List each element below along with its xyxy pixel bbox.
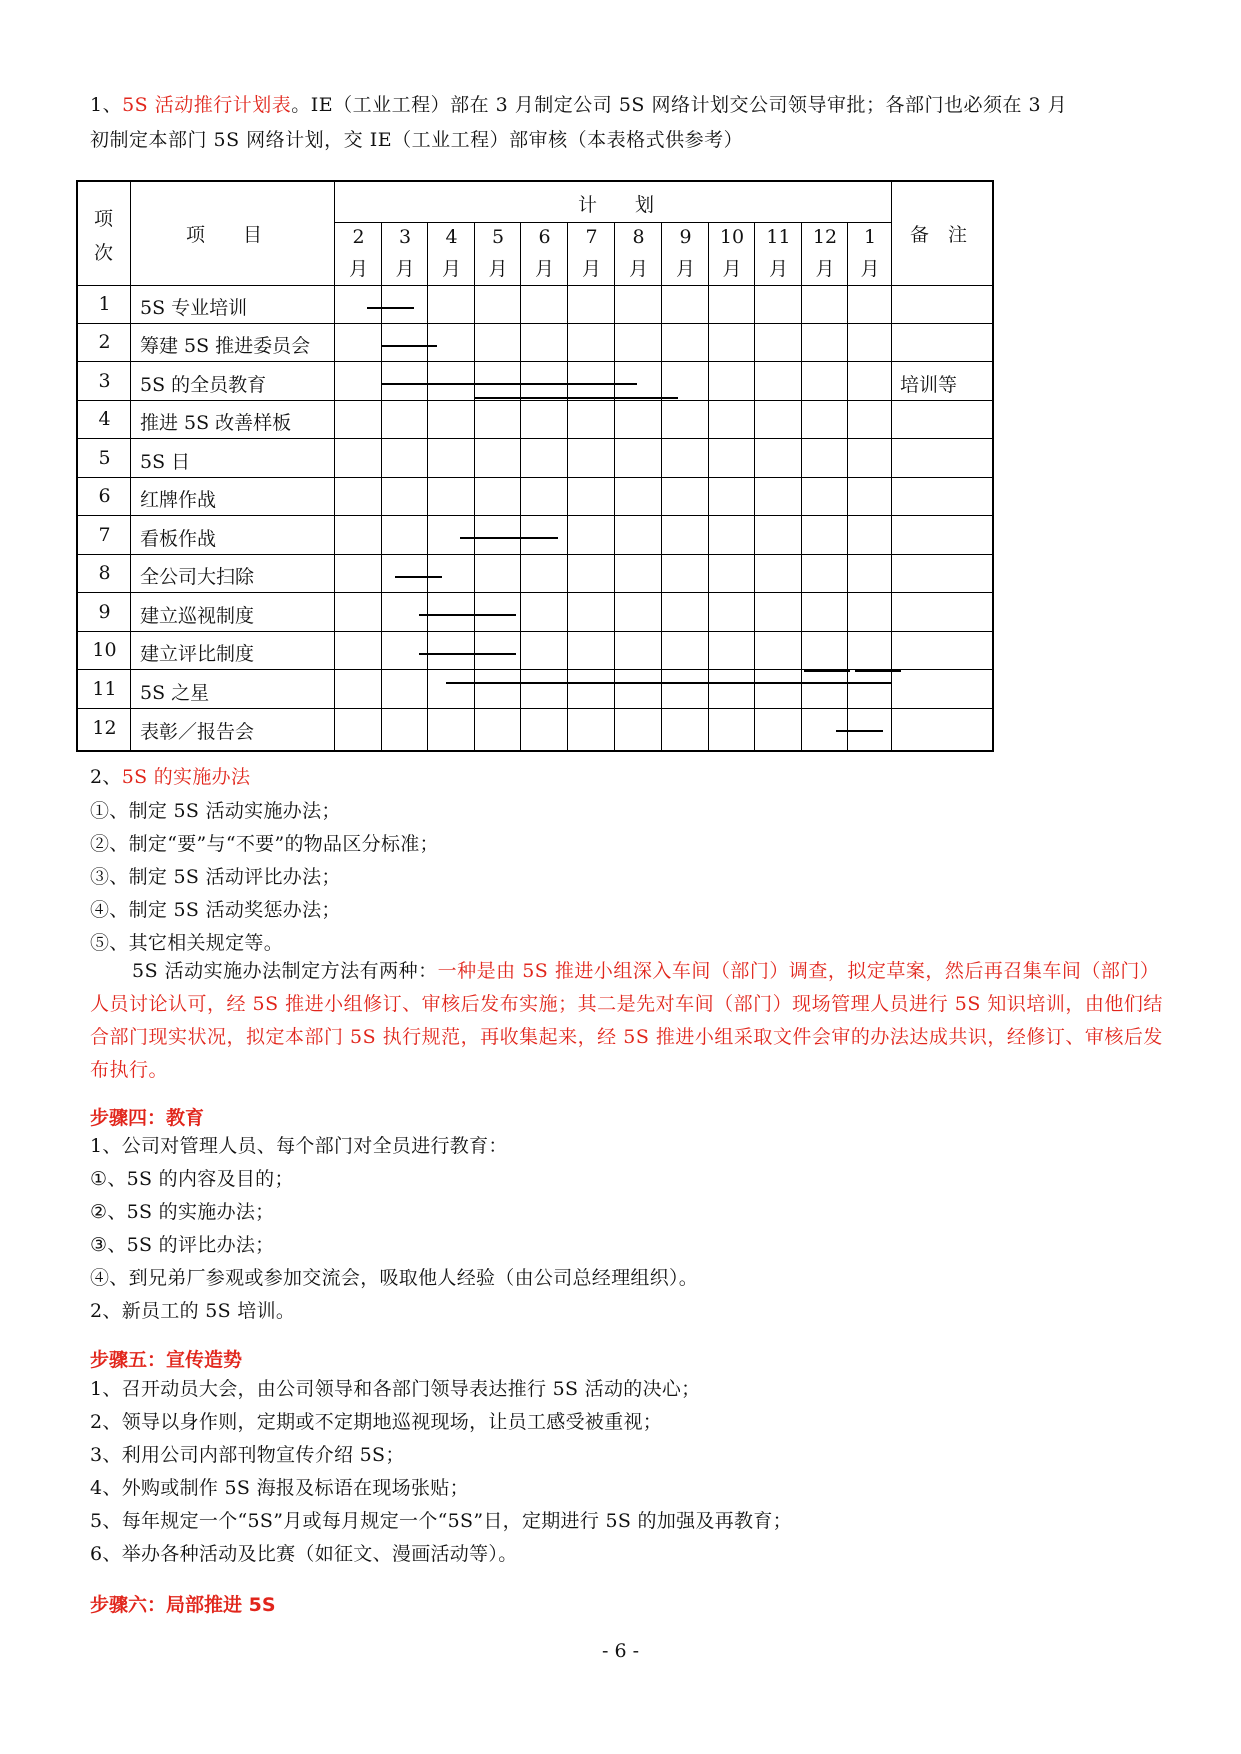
row-number: 8 <box>98 562 111 584</box>
intro-line-2: 初制定本部门 5S 网络计划，交 IE（工业工程）部审核（本表格式供参考） <box>90 129 744 151</box>
grid-vline <box>381 222 382 750</box>
month-number: 12 <box>812 226 838 248</box>
header-xiangmu: 项 目 <box>186 224 263 246</box>
row-number: 6 <box>98 485 111 507</box>
grid-vline <box>427 222 428 750</box>
schedule-bar <box>855 670 901 672</box>
section2-item: ④、制定 5S 活动奖惩办法； <box>90 899 341 921</box>
step5-item: 3、利用公司内部刊物宣传介绍 5S； <box>90 1444 405 1466</box>
row-number: 11 <box>92 677 117 700</box>
section2-item: ①、制定 5S 活动实施办法； <box>90 800 341 822</box>
plan-table <box>76 180 994 752</box>
row-item: 表彰／报告会 <box>140 720 255 743</box>
row-item: 红牌作战 <box>140 489 217 511</box>
grid-hline <box>78 285 992 286</box>
schedule-bar <box>419 614 516 616</box>
row-item: 全公司大扫除 <box>140 566 255 588</box>
month-number: 2 <box>352 226 365 248</box>
month-unit: 月 <box>768 258 788 280</box>
grid-vline <box>891 182 892 750</box>
row-item: 5S 日 <box>140 450 191 473</box>
month-unit: 月 <box>628 258 648 280</box>
step5-heading: 步骤五：宣传造势 <box>90 1349 243 1371</box>
step4-heading: 步骤四：教育 <box>90 1107 205 1129</box>
row-number: 7 <box>98 523 111 546</box>
grid-hline <box>78 592 992 593</box>
page-number: - 6 - <box>601 1640 639 1662</box>
section2-item: ⑤、其它相关规定等。 <box>90 932 284 954</box>
grid-vline <box>474 222 475 750</box>
grid-hline <box>78 438 992 439</box>
month-number: 8 <box>632 226 645 248</box>
month-unit: 月 <box>815 258 835 280</box>
row-item: 建立评比制度 <box>140 643 255 665</box>
step5-item: 5、每年规定一个“5S”月或每月规定一个“5S”日，定期进行 5S 的加强及再教育； <box>90 1510 792 1532</box>
grid-hline <box>78 515 992 516</box>
schedule-bar <box>381 345 437 347</box>
month-number: 3 <box>398 226 412 248</box>
row-item: 建立巡视制度 <box>140 604 255 627</box>
month-number: 10 <box>719 226 745 248</box>
row-item: 5S 之星 <box>140 681 210 704</box>
schedule-bar <box>446 682 892 684</box>
schedule-bar <box>419 653 516 655</box>
month-unit: 月 <box>534 258 554 280</box>
header-xiangci: 项 <box>94 208 114 230</box>
schedule-bar <box>367 307 413 309</box>
step6-heading: 步骤六：局部推进 5S <box>90 1594 276 1616</box>
month-number: 6 <box>538 226 551 248</box>
month-unit: 月 <box>395 258 415 280</box>
row-number: 3 <box>98 369 111 392</box>
month-number: 5 <box>491 226 505 248</box>
month-unit: 月 <box>441 258 461 280</box>
grid-hline <box>78 708 992 709</box>
month-unit: 月 <box>675 258 695 280</box>
grid-vline <box>614 222 615 750</box>
grid-vline <box>520 222 521 750</box>
grid-vline <box>708 222 709 750</box>
method-paragraph-red: 一种是由 5S 推进小组深入车间（部门）调查，拟定草案，然后再召集车间（部门）人员讨论认可，经 5S 推进小组修订、审核后发布实施；其二是先对车间（部门）现场管理人员进行 5S 知识培训，由他们结合部门现实状况，拟定本部门 5S 执行规范，再收集起来，经 5S 推进小组采取文件会审的办法达成共识，经修订、审核后发布执行。 <box>90 960 1163 1081</box>
month-unit: 月 <box>581 258 601 280</box>
step4-item: 1、公司对管理人员、每个部门对全员进行教育： <box>90 1135 508 1157</box>
grid-hline <box>78 631 992 632</box>
schedule-bar <box>395 576 441 578</box>
row-item: 5S 专业培训 <box>140 297 248 319</box>
schedule-bar <box>381 383 636 385</box>
intro-red-title: 5S 活动推行计划表 <box>122 94 292 116</box>
grid-hline <box>78 361 992 362</box>
section2-item: ③、制定 5S 活动评比办法； <box>90 866 341 888</box>
row-item: 筹建 5S 推进委员会 <box>140 335 311 357</box>
month-unit: 月 <box>860 258 880 280</box>
step4-item: ④、到兄弟厂参观或参加交流会，吸取他人经验（由公司总经理组织）。 <box>90 1267 699 1289</box>
grid-vline <box>754 222 755 750</box>
month-number: 9 <box>679 226 692 248</box>
row-number: 4 <box>98 408 111 430</box>
row-item: 看板作战 <box>140 527 217 550</box>
grid-hline <box>335 222 892 223</box>
row-number: 5 <box>98 446 111 469</box>
header-note: 备 注 <box>910 224 968 246</box>
step5-item: 2、领导以身作则，定期或不定期地巡视现场，让员工感受被重视； <box>90 1411 663 1433</box>
row-number: 2 <box>98 331 111 353</box>
step5-item: 1、召开动员大会，由公司领导和各部门领导表达推行 5S 活动的决心； <box>90 1378 701 1400</box>
grid-hline <box>78 554 992 555</box>
grid-vline <box>801 222 802 750</box>
schedule-bar <box>804 670 850 672</box>
step4-item: ③、5S 的评比办法； <box>90 1234 275 1256</box>
section2-item: ②、制定“要”与“不要”的物品区分标准； <box>90 833 439 855</box>
row-item: 推进 5S 改善样板 <box>140 412 292 434</box>
row-number: 9 <box>98 600 111 623</box>
intro-line-1: 1、5S 活动推行计划表。IE（工业工程）部在 3 月制定公司 5S 网络计划交公司领导审批；各部门也必须在 3 月 <box>90 94 1068 116</box>
schedule-bar <box>460 537 557 539</box>
grid-vline <box>567 222 568 750</box>
month-unit: 月 <box>488 258 508 280</box>
month-unit: 月 <box>348 258 368 280</box>
grid-hline <box>78 323 992 324</box>
month-number: 11 <box>766 226 791 248</box>
section2-title: 2、5S 的实施办法 <box>90 766 251 788</box>
month-number: 1 <box>863 226 877 248</box>
row-item: 5S 的全员教育 <box>140 373 267 396</box>
grid-vline <box>661 222 662 750</box>
step5-item: 4、外购或制作 5S 海报及标语在现场张贴； <box>90 1477 469 1499</box>
month-number: 4 <box>445 226 458 248</box>
intro-paragraph <box>90 88 1165 158</box>
header-xiangci: 次 <box>94 242 114 264</box>
schedule-bar <box>474 397 678 399</box>
grid-vline <box>334 182 335 750</box>
row-note: 培训等 <box>900 373 958 396</box>
grid-hline <box>78 400 992 401</box>
step4-item: ①、5S 的内容及目的； <box>90 1168 294 1190</box>
method-paragraph: 5S 活动实施办法制定方法有两种：一种是由 5S 推进小组深入车间（部门）调查，拟定草案，然后再召集车间（部门）人员讨论认可，经 5S 推进小组修订、审核后发布实施；其二是先对车间（部门）现场管理人员进行 5S 知识培训，由他们结合部门现实状况，拟定本部门 5S 执行规范，再收集起来，经 5S 推进小组采取文件会审的办法达成共识，经修订、审核后发布执行。 <box>90 960 1163 1081</box>
schedule-bar <box>836 730 882 732</box>
step4-item: 2、新员工的 5S 培训。 <box>90 1300 296 1322</box>
header-plan: 计 划 <box>578 194 655 216</box>
grid-hline <box>78 477 992 478</box>
step5-item: 6、举办各种活动及比赛（如征文、漫画活动等）。 <box>90 1543 518 1565</box>
row-number: 12 <box>92 716 117 739</box>
month-number: 7 <box>585 226 598 248</box>
step4-item: ②、5S 的实施办法； <box>90 1201 275 1223</box>
month-unit: 月 <box>722 258 742 280</box>
row-number: 1 <box>98 293 111 315</box>
row-number: 10 <box>92 639 117 661</box>
